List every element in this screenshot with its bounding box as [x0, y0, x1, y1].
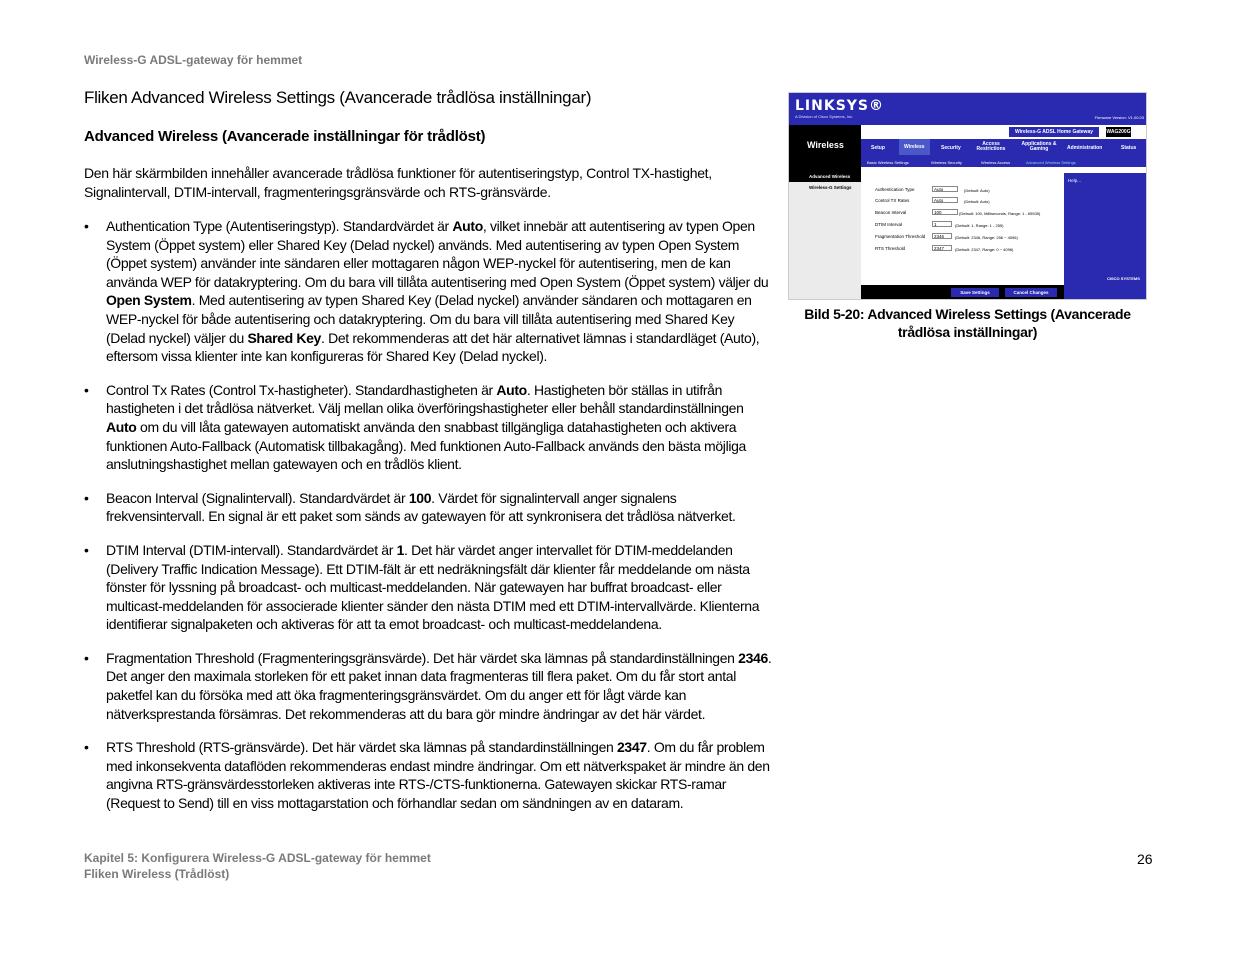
- linksys-logo: LINKSYS®: [795, 98, 884, 114]
- sidebar-item-wireless-g: Wireless-G Settings: [809, 185, 852, 190]
- bullet-marker: •: [84, 489, 89, 506]
- bullet-text: . Värdet för signalintervall anger signalens frekvensintervall. En signal är ett paket som sänds av gatewayen för att synkronisera det trådlösa nätverket.: [106, 489, 736, 525]
- running-head: Wireless-G ADSL-gateway för hemmet: [84, 53, 303, 67]
- bold-value: Auto: [106, 418, 137, 435]
- settings-list: [84, 217, 774, 828]
- dtim-interval-input[interactable]: 1: [932, 221, 952, 227]
- bullet-text: . Med autentisering av typen Shared Key (Delad nyckel) använder sändaren och mottagaren en WEP-nyckel för både autentisering och datakryptering. Om du bara vill tillåta autentisering med Shared Key (Delad nyckel) väljer du: [106, 292, 752, 346]
- bullet-text: RTS Threshold (RTS-gränsvärde). Det här värdet ska lämnas på standardinställningen: [106, 739, 617, 756]
- cisco-logo: CISCO SYSTEMS: [1107, 276, 1140, 281]
- bullet-text: Authentication Type (Autentiseringstyp). Standardvärdet är: [106, 218, 453, 234]
- bullet-item: [84, 217, 774, 366]
- bold-value: Auto: [452, 218, 483, 234]
- bullet-text: DTIM Interval (DTIM-intervall). Standardvärdet är: [106, 541, 397, 558]
- subsection-title: Advanced Wireless (Avancerade inställningar för trådlöst): [84, 128, 486, 145]
- bullet-text: Beacon Interval (Signalintervall). Standardvärdet är: [106, 489, 409, 506]
- field-label: DTIM Interval: [875, 222, 903, 227]
- sidebar-head-label: Advanced Wireless: [809, 174, 851, 179]
- firmware-version: Firmware Version: V1.00.03: [1094, 115, 1144, 120]
- subtab-security[interactable]: Wireless Security: [931, 160, 962, 165]
- bullet-text: . Det anger den maximala storleken för ett paket innan data fragmenteras till flera paket. Om du får stort antal paketfel kan du försöka med att öka fragmenteringsgränsvärdet. Om du anger ett för lågt värde kan nätverksprestanda försämras. Det rekommenderas att du bara gör mindre ändringar av det här värdet.: [106, 649, 772, 722]
- figure-section-title: Wireless: [807, 140, 844, 150]
- bold-value: 2347: [617, 739, 647, 756]
- tab-status[interactable]: Status: [1121, 145, 1137, 151]
- field-label: Control TX Rates: [875, 198, 910, 203]
- save-settings-button[interactable]: Save Settings: [951, 288, 999, 297]
- bullet-text: . Det rekommenderas att det här alternativet lämnas i standardläget (Auto), eftersom vissa klienter inte kan konfigureras för Shared Key (Delad nyckel).: [106, 329, 760, 365]
- field-label: Beacon Interval: [875, 210, 907, 215]
- bullet-marker: •: [84, 541, 89, 558]
- intro-paragraph: Den här skärmbilden innehåller avancerade trådlösa funktioner för autentiseringstyp, Control TX-hastighet, Signalintervall, DTIM-intervall, fragmenteringsgränsvärde och RTS-gränsvärde.: [84, 165, 712, 200]
- bullet-text: Control Tx Rates (Control Tx-hastigheter). Standardhastigheten är: [106, 381, 497, 398]
- tx-rate-select[interactable]: Auto: [932, 197, 958, 203]
- field-hint: (Default: Auto): [964, 188, 990, 193]
- field-label: RTS Threshold: [875, 246, 906, 251]
- bold-value: 100: [408, 489, 432, 506]
- bold-value: 2346: [738, 649, 768, 666]
- bullet-item: [84, 381, 774, 474]
- tab-access-restrictions[interactable]: Access Restrictions: [976, 141, 1006, 152]
- bullet-text: . Om du får problem med inkonsekventa dataflöden rekommenderas endast mindre ändringar. Om ett nätverkspaket är mindre än den angivna RTS-gränsvärdesstorleken aktiveras inte RTS-/CTS-funktionerna. Gatewayen skickar RTS-ramar (Request to Send) till en viss mottagarstation och förhandlar sedan om sändningen av en dataram.: [106, 739, 770, 812]
- field-hint: (Default: 1, Range: 1 - 255): [955, 223, 1004, 228]
- bullet-text: . Det här värdet anger intervallet för DTIM-meddelanden (Delivery Traffic Indication Message). Ett DTIM-fält är ett nedräkningsfält där klienter får meddelande om nästa fönster för lyssning på broadcast- och multicast-meddelanden. När gatewayen har buffrat broadcast- eller multicast-meddelanden för associerade klienter sänder den nästa DTIM med ett DTIM-intervallvärde. Klienterna identifierar signalpaketen och aktiveras för att ta emot broadcast- och multicast-meddelandena.: [106, 541, 760, 633]
- auth-type-select[interactable]: Auto: [932, 186, 958, 192]
- subtab-advanced[interactable]: Advanced Wireless Settings: [1026, 160, 1076, 165]
- cancel-changes-button[interactable]: Cancel Changes: [1005, 288, 1057, 297]
- bullet-marker: •: [84, 218, 89, 234]
- bullet-item: [84, 649, 774, 723]
- figure-product-bar: [861, 125, 1147, 139]
- field-label: Fragmentation Threshold: [875, 234, 926, 239]
- figure-product-name: Wireless-G ADSL Home Gateway: [1009, 127, 1099, 137]
- rts-threshold-input[interactable]: 2347: [932, 245, 952, 251]
- subtab-basic[interactable]: Basic Wireless Settings: [867, 160, 909, 165]
- subtab-access[interactable]: Wireless Access: [981, 160, 1011, 165]
- help-link[interactable]: Help...: [1068, 178, 1082, 183]
- field-hint: (Default: Auto): [964, 199, 990, 204]
- figure-sidebar: [789, 173, 861, 300]
- bullet-item: [84, 541, 774, 634]
- tab-wireless[interactable]: Wireless: [899, 139, 930, 155]
- figure-caption: Bild 5-20: Advanced Wireless Settings (Avancerade trådlösa inställningar): [804, 306, 1131, 340]
- bullet-marker: •: [84, 739, 89, 756]
- logo-subtitle: A Division of Cisco Systems, Inc.: [795, 114, 854, 119]
- bold-value: Auto: [496, 381, 527, 398]
- bullet-marker: •: [84, 649, 89, 666]
- router-screenshot-figure: [788, 92, 1147, 300]
- bullet-text: Fragmentation Threshold (Fragmenteringsgränsvärde). Det här värdet ska lämnas på standardinställningen: [106, 649, 739, 666]
- footer: [84, 850, 431, 882]
- tab-applications-gaming[interactable]: Applications & Gaming: [1021, 141, 1057, 152]
- tab-administration[interactable]: Administration: [1067, 145, 1103, 151]
- footer-section: Fliken Wireless (Trådlöst): [84, 867, 230, 881]
- field-hint: (Default: 2347, Range: 0 ~ 4096): [955, 247, 1014, 252]
- bullet-item: [84, 489, 774, 526]
- field-label: Authentication Type: [875, 187, 915, 192]
- tab-setup[interactable]: Setup: [871, 145, 885, 151]
- bold-value: 1: [396, 541, 405, 558]
- footer-chapter: Kapitel 5: Konfigurera Wireless-G ADSL-gateway för hemmet: [84, 851, 431, 865]
- bullet-text: , vilket innebär att autentisering av typen Open System (Öppet system) eller Shared Key (Delad nyckel) används. Med autentisering av typen Open System (Öppet system) använder inte sändaren eller mottagaren någon WEP-nyckel för autentisering, men de kan använda WEP för datakryptering. Om du bara vill tillåta autentisering med Open System (Öppet system) väljer du: [106, 218, 769, 290]
- figure-tabs: [861, 139, 1147, 159]
- tab-security[interactable]: Security: [941, 145, 961, 151]
- section-title: Fliken Advanced Wireless Settings (Avancerade trådlösa inställningar): [84, 88, 592, 107]
- figure-sidebar-head: [789, 173, 861, 182]
- figure-header-bar: [789, 93, 1147, 125]
- bullet-text: om du vill låta gatewayen automatiskt använda den snabbast tillgängliga datahastigheten och aktivera funktionen Auto-Fallback (Automatisk tillbakagång). Med funktionen Auto-Fallback används den bästa möjliga anslutningshastighet mellan gatewayen och en trådlös klient.: [106, 418, 746, 473]
- bold-value: Open System: [106, 292, 192, 309]
- page-number: 26: [1137, 851, 1153, 867]
- figure-subtabs: [861, 159, 1147, 167]
- figure-model: WAG200G: [1106, 129, 1131, 135]
- bullet-text: . Hastigheten bör ställas in utifrån hastigheten i det trådlösa nätverket. Välj mellan olika överföringshastigheter eller behåll standardinställningen: [106, 381, 744, 417]
- beacon-interval-input[interactable]: 100: [932, 209, 958, 215]
- bullet-marker: •: [84, 381, 89, 398]
- fragmentation-threshold-input[interactable]: 2346: [932, 233, 952, 239]
- bullet-item: [84, 738, 774, 812]
- bold-value: Shared Key: [247, 329, 321, 346]
- field-hint: (Default: 100, Milliseconds, Range: 1 - 65535): [959, 211, 1041, 216]
- field-hint: (Default: 2346, Range: 256 ~ 4096): [955, 235, 1018, 240]
